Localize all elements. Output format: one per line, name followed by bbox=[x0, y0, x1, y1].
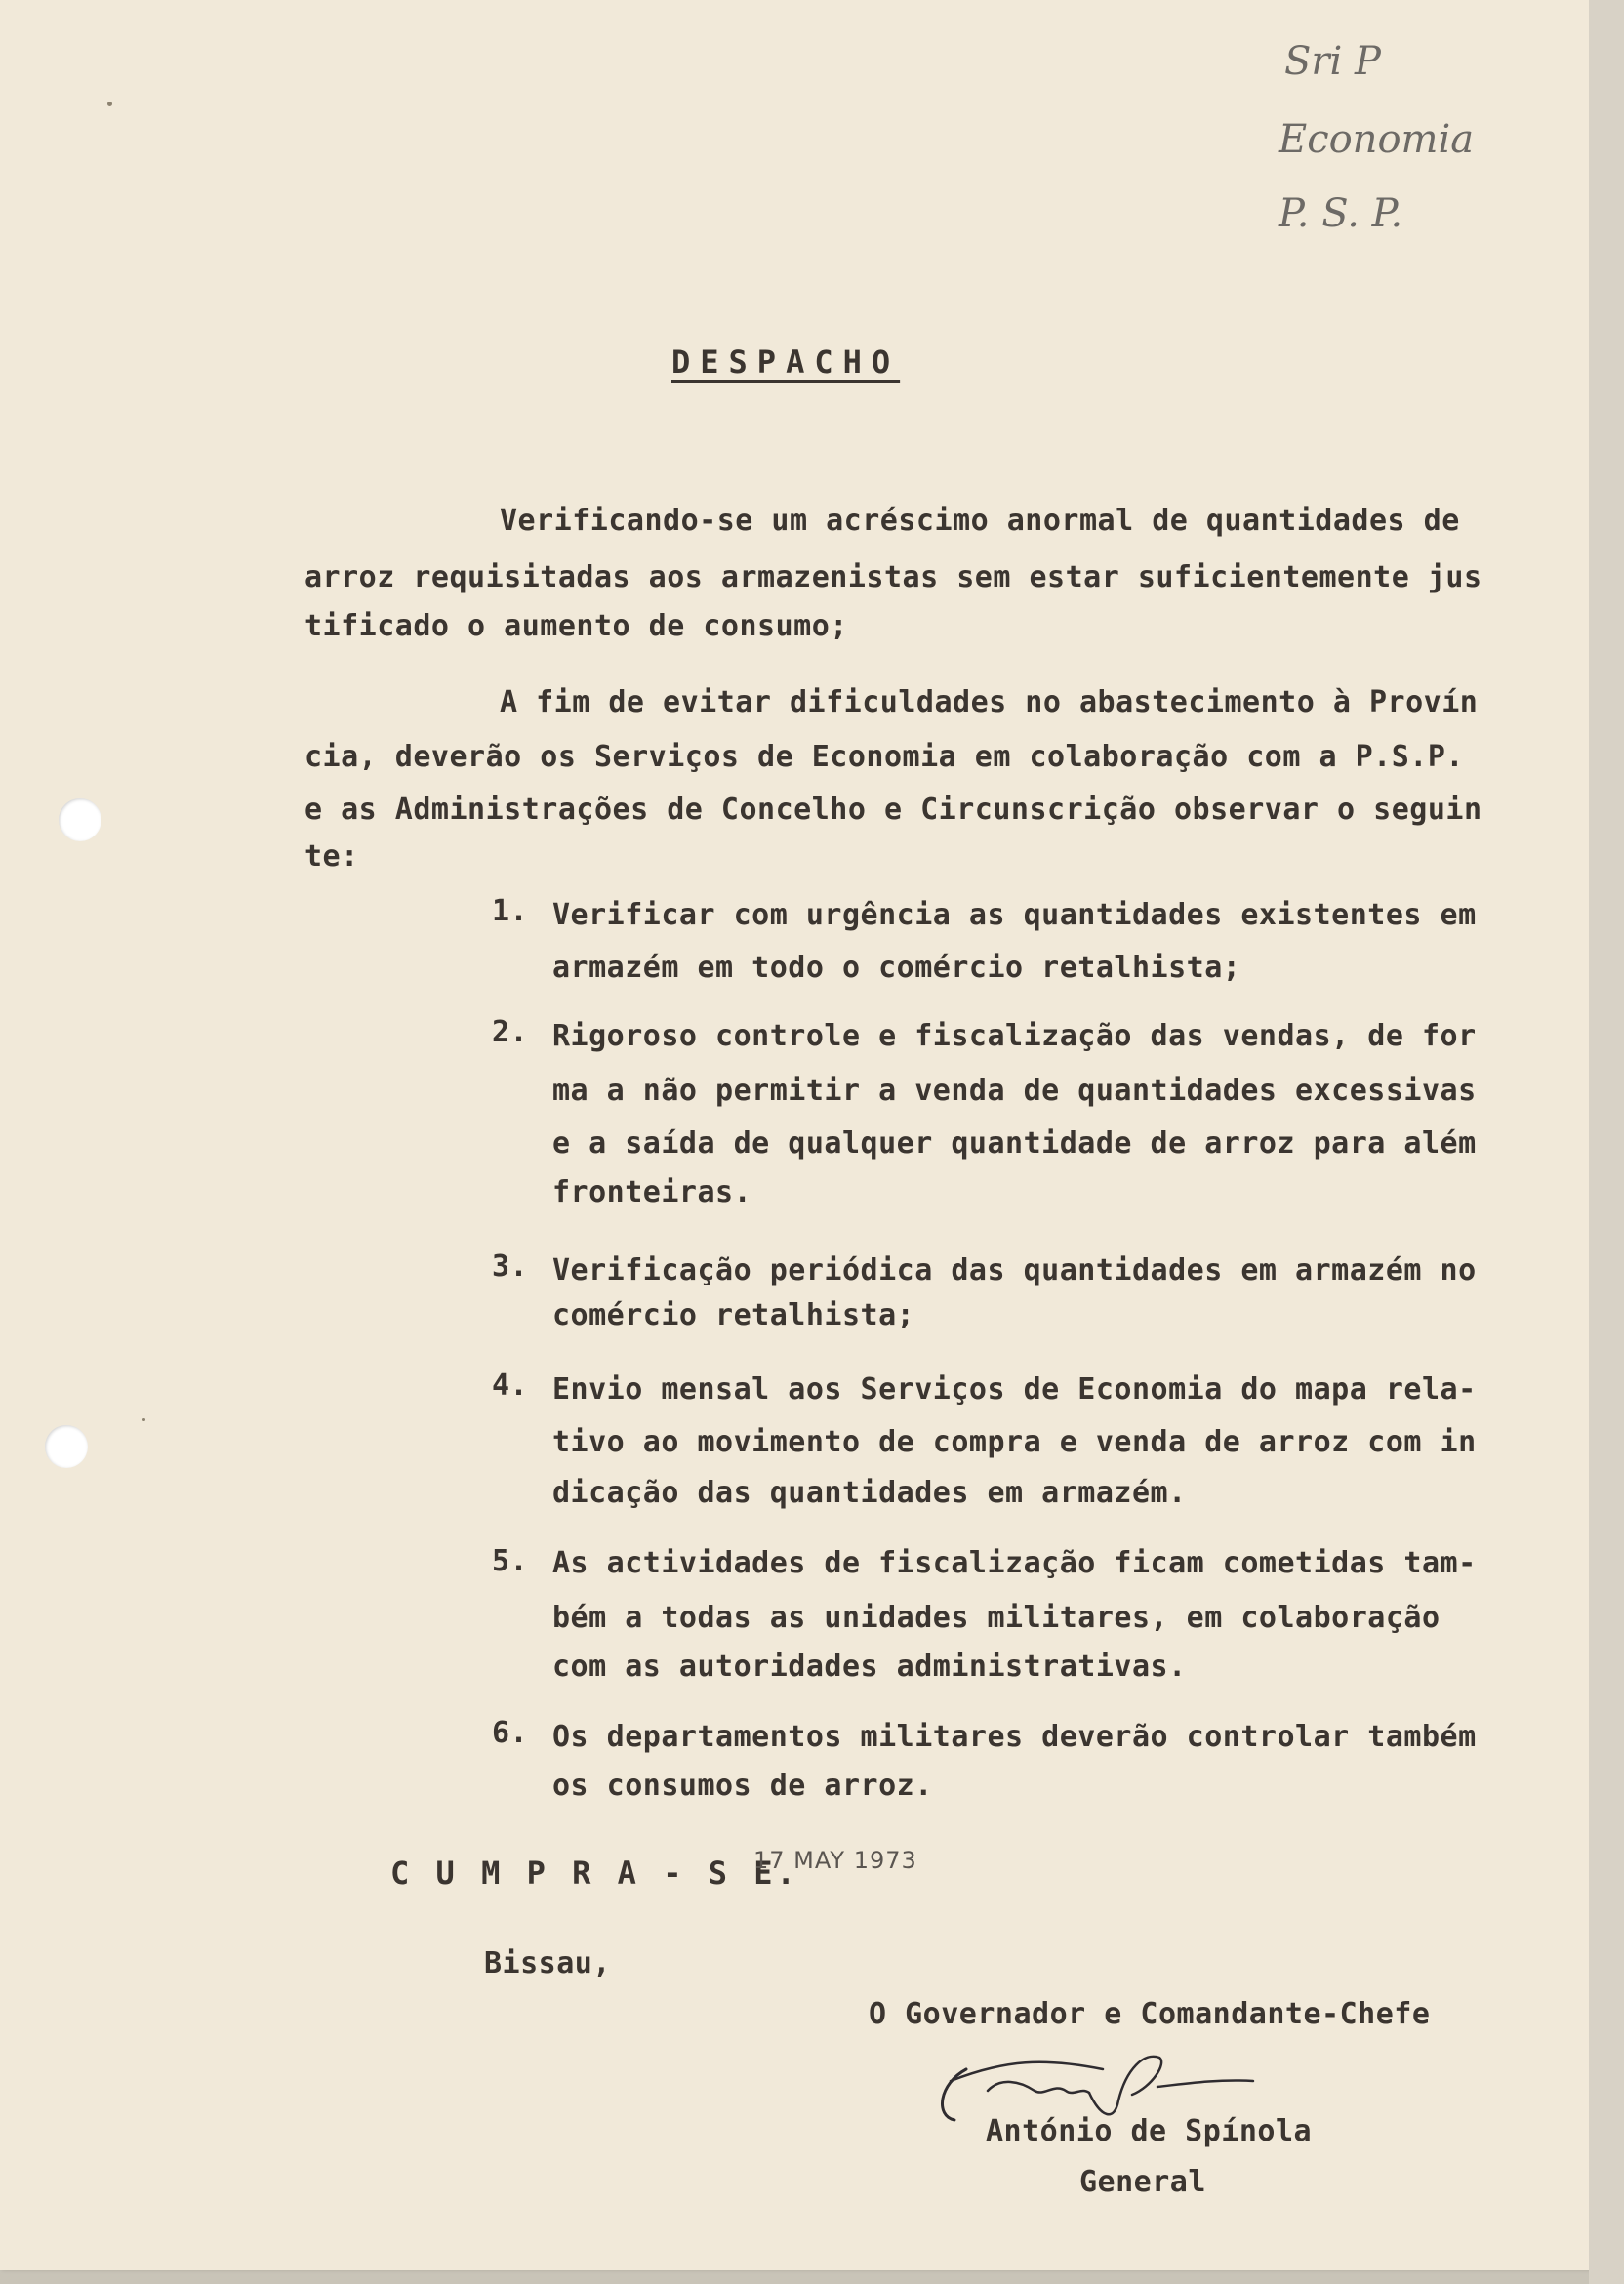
list-item-line: Os departamentos militares deverão controlar também bbox=[552, 1720, 1477, 1754]
paragraph-line: A fim de evitar dificuldades no abastecimento à Provín bbox=[500, 685, 1479, 719]
punch-hole-top bbox=[59, 798, 102, 841]
list-item-line: Verificar com urgência as quantidades existentes em bbox=[552, 898, 1477, 932]
list-item-line: ma a não permitir a venda de quantidades excessivas bbox=[552, 1074, 1477, 1108]
paragraph-line: cia, deverão os Serviços de Economia em colaboração com a P.S.P. bbox=[304, 740, 1464, 774]
list-item-line: Envio mensal aos Serviços de Economia do mapa rela- bbox=[552, 1372, 1477, 1407]
closing-text: C U M P R A - S E. bbox=[390, 1855, 799, 1892]
list-item-line: tivo ao movimento de compra e venda de arroz com in bbox=[552, 1425, 1477, 1459]
paper-speck bbox=[142, 1418, 145, 1421]
signatory-name: António de Spínola bbox=[986, 2114, 1313, 2148]
date-stamp: 17 MAY 1973 bbox=[753, 1847, 917, 1874]
list-item-line: com as autoridades administrativas. bbox=[552, 1650, 1187, 1684]
list-item-line: comércio retalhista; bbox=[552, 1298, 915, 1332]
paragraph-line: te: bbox=[304, 839, 359, 874]
place-text: Bissau, bbox=[484, 1946, 611, 1980]
list-item-line: fronteiras. bbox=[552, 1175, 752, 1209]
scan-margin bbox=[1589, 0, 1624, 2284]
list-item-number: 4. bbox=[492, 1368, 529, 1403]
signatory-title: O Governador e Comandante-Chefe bbox=[869, 1997, 1431, 2031]
list-item-number: 6. bbox=[492, 1716, 529, 1750]
list-item-line: dicação das quantidades em armazém. bbox=[552, 1476, 1187, 1510]
paragraph-line: Verificando-se um acréscimo anormal de quantidades de bbox=[500, 504, 1460, 538]
list-item-number: 2. bbox=[492, 1015, 529, 1049]
list-item-line: e a saída de qualquer quantidade de arroz para além bbox=[552, 1126, 1477, 1161]
paragraph-line: e as Administrações de Concelho e Circunscrição observar o seguin bbox=[304, 793, 1482, 827]
list-item-line: os consumos de arroz. bbox=[552, 1769, 933, 1803]
list-item-line: bém a todas as unidades militares, em colaboração bbox=[552, 1601, 1441, 1635]
list-item-number: 5. bbox=[492, 1544, 529, 1578]
handwritten-annotation: Sri P bbox=[1284, 39, 1381, 84]
signatory-rank: General bbox=[1079, 2165, 1206, 2199]
punch-hole-bottom bbox=[45, 1425, 88, 1468]
paper-speck bbox=[107, 102, 112, 106]
list-item-line: As actividades de fiscalização ficam cometidas tam- bbox=[552, 1546, 1477, 1580]
list-item-line: Rigoroso controle e fiscalização das vendas, de for bbox=[552, 1019, 1477, 1053]
list-item-number: 3. bbox=[492, 1249, 529, 1284]
list-item-line: Verificação periódica das quantidades em armazém no bbox=[552, 1253, 1477, 1287]
paragraph-line: tificado o aumento de consumo; bbox=[304, 609, 848, 643]
document-title: DESPACHO bbox=[671, 344, 901, 381]
list-item-line: armazém em todo o comércio retalhista; bbox=[552, 951, 1241, 985]
handwritten-annotation: P. S. P. bbox=[1279, 191, 1403, 236]
list-item-number: 1. bbox=[492, 894, 529, 928]
paragraph-line: arroz requisitadas aos armazenistas sem estar suficientemente jus bbox=[304, 560, 1482, 594]
handwritten-annotation: Economia bbox=[1279, 117, 1475, 162]
